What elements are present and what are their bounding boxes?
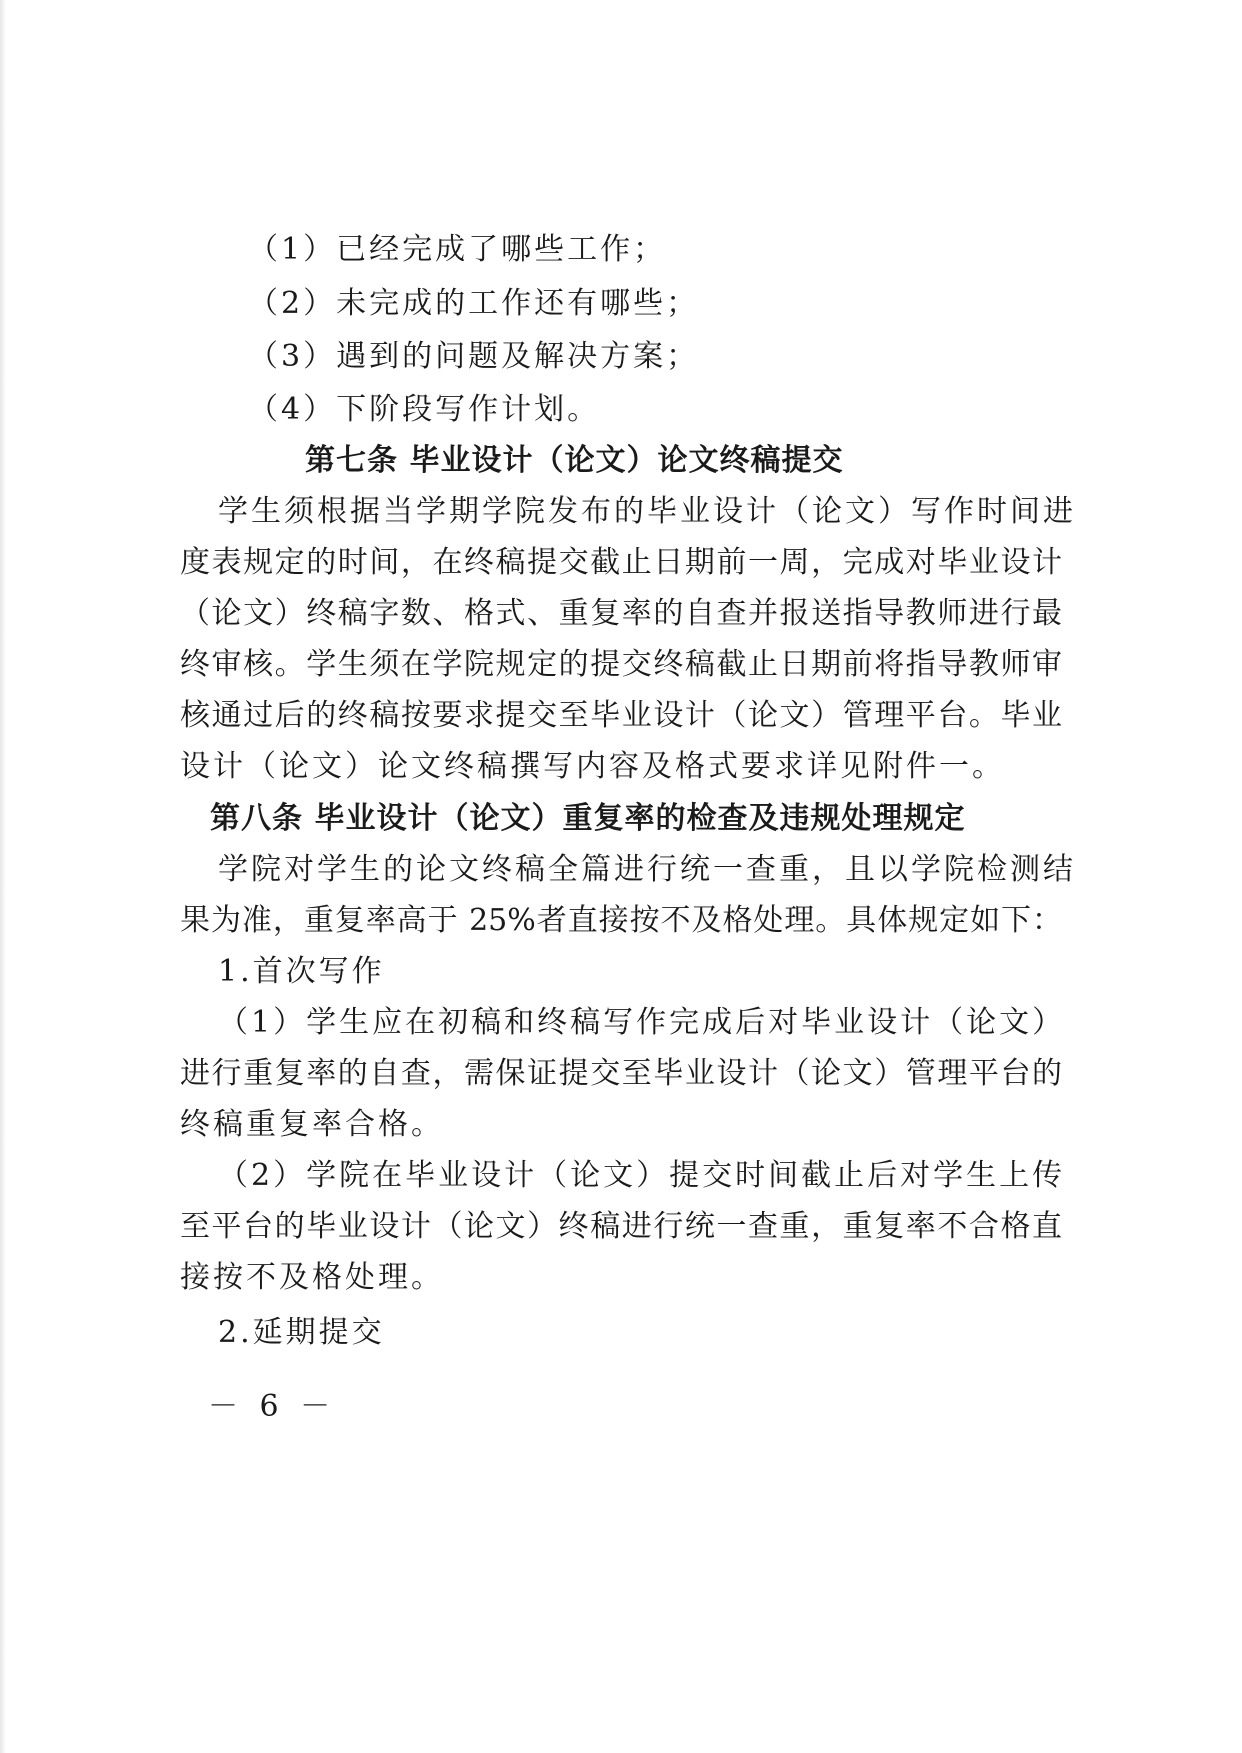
- item1-line: （1）学生应在初稿和终稿写作完成后对毕业设计（论文）: [218, 1005, 1066, 1040]
- list-item: （4）下阶段写作计划。: [248, 392, 601, 427]
- article7-line: 核通过后的终稿按要求提交至毕业设计（论文）管理平台。毕业: [180, 698, 1062, 733]
- list-item: （3）遇到的问题及解决方案；: [248, 339, 700, 374]
- section2-title: 2.延期提交: [218, 1315, 385, 1350]
- item2-line: 至平台的毕业设计（论文）终稿进行统一查重，重复率不合格直: [180, 1209, 1062, 1244]
- article7-line: 设计（论文）论文终稿撰写内容及格式要求详见附件一。: [180, 749, 1005, 784]
- section1-title: 1.首次写作: [218, 954, 385, 989]
- item1-line: 终稿重复率合格。: [180, 1107, 444, 1142]
- article7-line: 学生须根据当学期学院发布的毕业设计（论文）写作时间进: [218, 494, 1076, 529]
- scan-edge: [0, 0, 6, 1753]
- article7-heading: 第七条 毕业设计（论文）论文终稿提交: [305, 443, 844, 478]
- article8-heading: 第八条 毕业设计（论文）重复率的检查及违规处理规定: [210, 801, 966, 836]
- article7-line: 终审核。学生须在学院规定的提交终稿截止日期前将指导教师审: [180, 647, 1062, 682]
- page-number: － 6 －: [208, 1389, 337, 1424]
- article7-line: 度表规定的时间，在终稿提交截止日期前一周，完成对毕业设计: [180, 545, 1062, 580]
- list-item: （1）已经完成了哪些工作；: [248, 232, 667, 267]
- article8-intro-line: 学院对学生的论文终稿全篇进行统一查重，且以学院检测结: [218, 852, 1076, 887]
- item2-line: 接按不及格处理。: [180, 1260, 444, 1295]
- article7-line: （论文）终稿字数、格式、重复率的自查并报送指导教师进行最: [180, 596, 1062, 631]
- item1-line: 进行重复率的自查，需保证提交至毕业设计（论文）管理平台的: [180, 1056, 1062, 1091]
- item2-line: （2）学院在毕业设计（论文）提交时间截止后对学生上传: [218, 1158, 1066, 1193]
- article8-intro-line: 果为准，重复率高于 25%者直接按不及格处理。具体规定如下：: [180, 903, 1062, 938]
- list-item: （2）未完成的工作还有哪些；: [248, 286, 700, 321]
